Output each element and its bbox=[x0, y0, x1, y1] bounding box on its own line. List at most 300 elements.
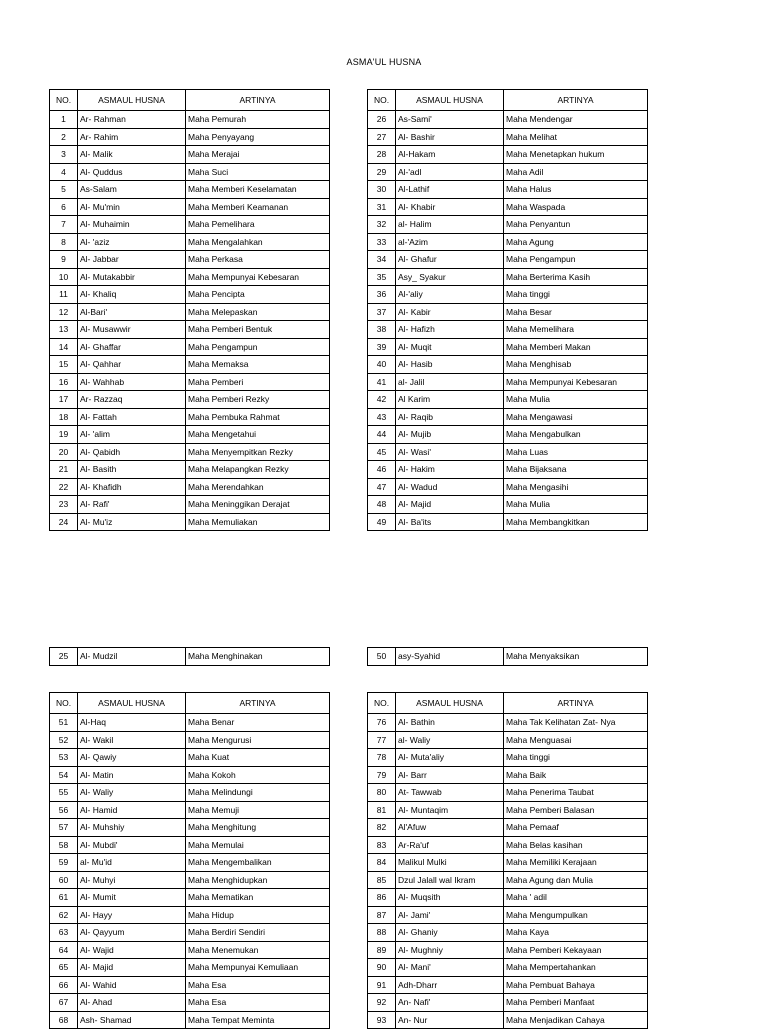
row-meaning: Maha Pengampun bbox=[504, 251, 648, 269]
row-number: 57 bbox=[50, 819, 78, 837]
table-row bbox=[368, 819, 648, 837]
table-row bbox=[50, 801, 330, 819]
row-meaning: Maha Pemberi Rezky bbox=[186, 391, 330, 409]
row-name: Adh-Dharr bbox=[396, 976, 504, 994]
row-number: 56 bbox=[50, 801, 78, 819]
row-number: 35 bbox=[368, 268, 396, 286]
row-name: Al- Mu'iz bbox=[78, 513, 186, 531]
row-number: 44 bbox=[368, 426, 396, 444]
row-meaning: Maha Kuat bbox=[186, 749, 330, 767]
row-meaning: Maha Mulia bbox=[504, 391, 648, 409]
row-name: Ar- Rahim bbox=[78, 128, 186, 146]
row-name: Ar-Ra'uf bbox=[396, 836, 504, 854]
row-number: 45 bbox=[368, 443, 396, 461]
row-name: Al- Wadud bbox=[396, 478, 504, 496]
row-number: 58 bbox=[50, 836, 78, 854]
table-header-row bbox=[50, 90, 330, 111]
row-meaning: Maha Memberi Keselamatan bbox=[186, 181, 330, 199]
table-row bbox=[368, 268, 648, 286]
table-row bbox=[50, 959, 330, 977]
row-meaning: Maha Belas kasihan bbox=[504, 836, 648, 854]
row-number: 4 bbox=[50, 163, 78, 181]
row-meaning: Maha Benar bbox=[186, 714, 330, 732]
row-meaning: Maha Menjadikan Cahaya bbox=[504, 1011, 648, 1029]
row-meaning: Maha Baik bbox=[504, 766, 648, 784]
row-name: Al- Majid bbox=[78, 959, 186, 977]
row-name: Al- Hakim bbox=[396, 461, 504, 479]
row-number: 9 bbox=[50, 251, 78, 269]
row-number: 39 bbox=[368, 338, 396, 356]
row-name: Al- Muhyi bbox=[78, 871, 186, 889]
row-meaning: Maha Agung dan Mulia bbox=[504, 871, 648, 889]
row-meaning: Maha Penerima Taubat bbox=[504, 784, 648, 802]
row-meaning: Maha Luas bbox=[504, 443, 648, 461]
row-meaning: Maha Mulia bbox=[504, 496, 648, 514]
row-number: 65 bbox=[50, 959, 78, 977]
table-header-row bbox=[368, 693, 648, 714]
row-name: Al- Basith bbox=[78, 461, 186, 479]
row-meaning: Maha Memaksa bbox=[186, 356, 330, 374]
table-row bbox=[50, 749, 330, 767]
row-number: 81 bbox=[368, 801, 396, 819]
table-row bbox=[50, 461, 330, 479]
table-row bbox=[368, 854, 648, 872]
table-row bbox=[368, 303, 648, 321]
row-name: Al-Bari' bbox=[78, 303, 186, 321]
row-meaning: Maha Penyantun bbox=[504, 216, 648, 234]
table-row bbox=[368, 959, 648, 977]
row-meaning: Maha Kaya bbox=[504, 924, 648, 942]
table-row bbox=[50, 233, 330, 251]
row-number: 63 bbox=[50, 924, 78, 942]
row-name: Al-Hakam bbox=[396, 146, 504, 164]
table-row bbox=[50, 941, 330, 959]
row-name: Al- Hasib bbox=[396, 356, 504, 374]
row-name: Al- Barr bbox=[396, 766, 504, 784]
row-number: 61 bbox=[50, 889, 78, 907]
row-meaning: Maha Esa bbox=[186, 994, 330, 1012]
table-row bbox=[50, 714, 330, 732]
row-name: Al- Majid bbox=[396, 496, 504, 514]
row-number: 54 bbox=[50, 766, 78, 784]
row-name: As-Sami' bbox=[396, 111, 504, 129]
row-meaning: Maha Pemberi Balasan bbox=[504, 801, 648, 819]
row-name: al-'Azim bbox=[396, 233, 504, 251]
row-number: 5 bbox=[50, 181, 78, 199]
row-number: 6 bbox=[50, 198, 78, 216]
row-meaning: Maha Tak Kelihatan Zat- Nya bbox=[504, 714, 648, 732]
row-number: 66 bbox=[50, 976, 78, 994]
row-name: al- Jalil bbox=[396, 373, 504, 391]
table-row bbox=[50, 731, 330, 749]
row-meaning: Maha Pembuka Rahmat bbox=[186, 408, 330, 426]
row-number: 87 bbox=[368, 906, 396, 924]
row-number: 10 bbox=[50, 268, 78, 286]
row-meaning: Maha Penyayang bbox=[186, 128, 330, 146]
row-number: 28 bbox=[368, 146, 396, 164]
table-row bbox=[50, 766, 330, 784]
header-asmaul-husna: ASMAUL HUSNA bbox=[78, 90, 186, 111]
row-name: Al- Malik bbox=[78, 146, 186, 164]
row-number: 31 bbox=[368, 198, 396, 216]
row-name: Al- Quddus bbox=[78, 163, 186, 181]
row-number: 11 bbox=[50, 286, 78, 304]
row-meaning: Maha Memuji bbox=[186, 801, 330, 819]
header-artinya: ARTINYA bbox=[504, 90, 648, 111]
row-name: Al- 'aziz bbox=[78, 233, 186, 251]
table-row bbox=[368, 356, 648, 374]
table-row bbox=[368, 408, 648, 426]
table-row bbox=[368, 976, 648, 994]
table-row bbox=[50, 181, 330, 199]
row-name: Al- Muta'aliy bbox=[396, 749, 504, 767]
table-row bbox=[50, 854, 330, 872]
row-number: 2 bbox=[50, 128, 78, 146]
row-meaning: Maha tinggi bbox=[504, 286, 648, 304]
table-row bbox=[50, 871, 330, 889]
row-meaning: Maha Waspada bbox=[504, 198, 648, 216]
table-row bbox=[368, 146, 648, 164]
page-title: ASMA'UL HUSNA bbox=[346, 57, 422, 67]
row-name: Al- Ahad bbox=[78, 994, 186, 1012]
row-name: Al- Mughniy bbox=[396, 941, 504, 959]
row-number: 62 bbox=[50, 906, 78, 924]
table-row bbox=[50, 889, 330, 907]
table-row bbox=[50, 128, 330, 146]
row-meaning: Maha Melindungi bbox=[186, 784, 330, 802]
row-number: 17 bbox=[50, 391, 78, 409]
row-number: 47 bbox=[368, 478, 396, 496]
row-name: Al- Jabbar bbox=[78, 251, 186, 269]
row-name: Al- Bashir bbox=[396, 128, 504, 146]
table-row bbox=[50, 784, 330, 802]
table-row bbox=[50, 391, 330, 409]
row-meaning: Maha Memberi Keamanan bbox=[186, 198, 330, 216]
row-meaning: Maha Memiliki Kerajaan bbox=[504, 854, 648, 872]
row-number: 48 bbox=[368, 496, 396, 514]
table-row bbox=[368, 941, 648, 959]
table-row bbox=[368, 128, 648, 146]
row-number: 88 bbox=[368, 924, 396, 942]
row-number: 79 bbox=[368, 766, 396, 784]
row-name: Malikul Mulki bbox=[396, 854, 504, 872]
row-number: 38 bbox=[368, 321, 396, 339]
row-number: 64 bbox=[50, 941, 78, 959]
row-name: Al- Khaliq bbox=[78, 286, 186, 304]
row-meaning: Maha Pemurah bbox=[186, 111, 330, 129]
row-meaning: Maha Pencipta bbox=[186, 286, 330, 304]
row-number: 55 bbox=[50, 784, 78, 802]
row-name: Al- Wahid bbox=[78, 976, 186, 994]
table-row bbox=[50, 303, 330, 321]
row-meaning: Maha Meninggikan Derajat bbox=[186, 496, 330, 514]
table-row bbox=[50, 216, 330, 234]
row-name: Al- Mudzil bbox=[78, 648, 186, 666]
row-number: 82 bbox=[368, 819, 396, 837]
row-number: 7 bbox=[50, 216, 78, 234]
table-row bbox=[368, 906, 648, 924]
names-table-continuation-2 bbox=[367, 647, 648, 666]
row-name: Al- Mutakabbir bbox=[78, 268, 186, 286]
row-meaning: Maha Suci bbox=[186, 163, 330, 181]
row-number: 23 bbox=[50, 496, 78, 514]
table-row bbox=[368, 889, 648, 907]
row-number: 26 bbox=[368, 111, 396, 129]
row-meaning: Maha Berterima Kasih bbox=[504, 268, 648, 286]
table-row bbox=[368, 233, 648, 251]
row-number: 84 bbox=[368, 854, 396, 872]
row-number: 68 bbox=[50, 1011, 78, 1029]
row-name: Al- Fattah bbox=[78, 408, 186, 426]
row-meaning: Maha Perkasa bbox=[186, 251, 330, 269]
table-row bbox=[50, 111, 330, 129]
row-meaning: Maha Pengampun bbox=[186, 338, 330, 356]
header-asmaul-husna: ASMAUL HUSNA bbox=[78, 693, 186, 714]
table-row bbox=[50, 268, 330, 286]
row-meaning: Maha Mengalahkan bbox=[186, 233, 330, 251]
header-asmaul-husna: ASMAUL HUSNA bbox=[396, 693, 504, 714]
row-name: Al- Qabidh bbox=[78, 443, 186, 461]
row-meaning: Maha Pemelihara bbox=[186, 216, 330, 234]
header-artinya: ARTINYA bbox=[186, 693, 330, 714]
header-no: NO. bbox=[368, 90, 396, 111]
names-table-continuation-1 bbox=[49, 647, 330, 666]
table-row bbox=[368, 871, 648, 889]
row-meaning: Maha Mempunyai Kemuliaan bbox=[186, 959, 330, 977]
row-meaning: Maha Tempat Meminta bbox=[186, 1011, 330, 1029]
names-table-2 bbox=[367, 89, 648, 531]
names-table-1 bbox=[49, 89, 330, 531]
header-asmaul-husna: ASMAUL HUSNA bbox=[396, 90, 504, 111]
row-name: Al- Mubdi' bbox=[78, 836, 186, 854]
row-name: Al- Musawwir bbox=[78, 321, 186, 339]
row-number: 37 bbox=[368, 303, 396, 321]
row-name: Al- Hamid bbox=[78, 801, 186, 819]
row-name: Ash- Shamad bbox=[78, 1011, 186, 1029]
row-meaning: Maha Besar bbox=[504, 303, 648, 321]
row-meaning: Maha Menghinakan bbox=[186, 648, 330, 666]
table-row bbox=[368, 924, 648, 942]
names-table-3 bbox=[49, 692, 330, 1029]
table-row bbox=[50, 321, 330, 339]
table-row bbox=[50, 443, 330, 461]
table-row bbox=[50, 976, 330, 994]
row-name: asy-Syahid bbox=[396, 648, 504, 666]
table-row bbox=[368, 648, 648, 666]
table-row bbox=[368, 513, 648, 531]
table-row bbox=[368, 373, 648, 391]
row-name: Al- Muntaqim bbox=[396, 801, 504, 819]
row-meaning: Maha Halus bbox=[504, 181, 648, 199]
row-name: As-Salam bbox=[78, 181, 186, 199]
row-meaning: Maha Melihat bbox=[504, 128, 648, 146]
row-number: 22 bbox=[50, 478, 78, 496]
row-number: 34 bbox=[368, 251, 396, 269]
header-artinya: ARTINYA bbox=[186, 90, 330, 111]
table-row bbox=[50, 251, 330, 269]
row-number: 77 bbox=[368, 731, 396, 749]
header-artinya: ARTINYA bbox=[504, 693, 648, 714]
row-number: 85 bbox=[368, 871, 396, 889]
row-number: 60 bbox=[50, 871, 78, 889]
table-row bbox=[368, 443, 648, 461]
row-name: Ar- Rahman bbox=[78, 111, 186, 129]
row-meaning: Maha Menetapkan hukum bbox=[504, 146, 648, 164]
table-row bbox=[368, 836, 648, 854]
table-row bbox=[368, 1011, 648, 1029]
row-number: 83 bbox=[368, 836, 396, 854]
row-number: 12 bbox=[50, 303, 78, 321]
row-meaning: Maha Pemberi Bentuk bbox=[186, 321, 330, 339]
table-row bbox=[50, 648, 330, 666]
row-number: 93 bbox=[368, 1011, 396, 1029]
row-name: At- Tawwab bbox=[396, 784, 504, 802]
row-meaning: Maha Mengawasi bbox=[504, 408, 648, 426]
row-number: 51 bbox=[50, 714, 78, 732]
table-row bbox=[368, 181, 648, 199]
row-number: 53 bbox=[50, 749, 78, 767]
row-number: 13 bbox=[50, 321, 78, 339]
row-number: 78 bbox=[368, 749, 396, 767]
row-number: 86 bbox=[368, 889, 396, 907]
names-table-4 bbox=[367, 692, 648, 1029]
row-meaning: Maha Adil bbox=[504, 163, 648, 181]
row-meaning: Maha Mengembalikan bbox=[186, 854, 330, 872]
row-name: Al-'adl bbox=[396, 163, 504, 181]
row-name: Al- Ghaniy bbox=[396, 924, 504, 942]
row-name: Al- Qayyum bbox=[78, 924, 186, 942]
row-name: Al- Mumit bbox=[78, 889, 186, 907]
row-name: Al- Bathin bbox=[396, 714, 504, 732]
row-meaning: Maha Memulai bbox=[186, 836, 330, 854]
row-meaning: Maha Merendahkan bbox=[186, 478, 330, 496]
row-number: 15 bbox=[50, 356, 78, 374]
row-meaning: Maha Bijaksana bbox=[504, 461, 648, 479]
row-meaning: Maha Menghitung bbox=[186, 819, 330, 837]
row-number: 8 bbox=[50, 233, 78, 251]
row-name: Al- Muqsith bbox=[396, 889, 504, 907]
table-row bbox=[50, 819, 330, 837]
row-name: Al- Hafizh bbox=[396, 321, 504, 339]
row-number: 91 bbox=[368, 976, 396, 994]
table-row bbox=[50, 338, 330, 356]
table-row bbox=[368, 163, 648, 181]
table-row bbox=[50, 924, 330, 942]
table-row bbox=[368, 994, 648, 1012]
row-meaning: Maha Menyempitkan Rezky bbox=[186, 443, 330, 461]
table-row bbox=[368, 784, 648, 802]
row-name: Al- Mani' bbox=[396, 959, 504, 977]
row-meaning: Maha ' adil bbox=[504, 889, 648, 907]
row-number: 25 bbox=[50, 648, 78, 666]
row-name: al- Waliy bbox=[396, 731, 504, 749]
row-number: 50 bbox=[368, 648, 396, 666]
table-row bbox=[368, 198, 648, 216]
row-number: 80 bbox=[368, 784, 396, 802]
row-meaning: Maha Berdiri Sendiri bbox=[186, 924, 330, 942]
table-row bbox=[368, 731, 648, 749]
row-meaning: Maha Membangkitkan bbox=[504, 513, 648, 531]
row-meaning: Maha Melepaskan bbox=[186, 303, 330, 321]
table-row bbox=[368, 391, 648, 409]
row-meaning: Maha Memelihara bbox=[504, 321, 648, 339]
row-number: 76 bbox=[368, 714, 396, 732]
table-row bbox=[368, 766, 648, 784]
table-row bbox=[50, 513, 330, 531]
table-row bbox=[50, 906, 330, 924]
row-name: Al- Matin bbox=[78, 766, 186, 784]
table-row bbox=[368, 478, 648, 496]
row-number: 36 bbox=[368, 286, 396, 304]
row-meaning: Maha Pemaaf bbox=[504, 819, 648, 837]
row-number: 1 bbox=[50, 111, 78, 129]
row-meaning: Maha Mengumpulkan bbox=[504, 906, 648, 924]
row-number: 67 bbox=[50, 994, 78, 1012]
row-number: 40 bbox=[368, 356, 396, 374]
row-meaning: Maha Mempunyai Kebesaran bbox=[504, 373, 648, 391]
row-name: Al'Afuw bbox=[396, 819, 504, 837]
row-name: al- Halim bbox=[396, 216, 504, 234]
row-name: Al Karim bbox=[396, 391, 504, 409]
row-name: Al- Rafi' bbox=[78, 496, 186, 514]
row-number: 24 bbox=[50, 513, 78, 531]
row-meaning: Maha Menyaksikan bbox=[504, 648, 648, 666]
table-row bbox=[368, 496, 648, 514]
row-meaning: Maha Agung bbox=[504, 233, 648, 251]
row-meaning: Maha Mengasihi bbox=[504, 478, 648, 496]
row-name: Al- Kabir bbox=[396, 303, 504, 321]
row-name: Al- Jami' bbox=[396, 906, 504, 924]
table-row bbox=[368, 286, 648, 304]
row-meaning: Maha Mengurusi bbox=[186, 731, 330, 749]
row-name: al- Mu'id bbox=[78, 854, 186, 872]
row-meaning: Maha Esa bbox=[186, 976, 330, 994]
row-name: Al- Hayy bbox=[78, 906, 186, 924]
row-number: 20 bbox=[50, 443, 78, 461]
table-row bbox=[368, 251, 648, 269]
row-name: Al- 'alim bbox=[78, 426, 186, 444]
row-meaning: Maha Hidup bbox=[186, 906, 330, 924]
row-meaning: Maha Mendengar bbox=[504, 111, 648, 129]
row-number: 3 bbox=[50, 146, 78, 164]
row-number: 16 bbox=[50, 373, 78, 391]
table-row bbox=[368, 714, 648, 732]
table-row bbox=[50, 836, 330, 854]
row-name: Al-Lathif bbox=[396, 181, 504, 199]
row-name: Al- Mujib bbox=[396, 426, 504, 444]
table-header-row bbox=[50, 693, 330, 714]
row-name: Al- Wasi' bbox=[396, 443, 504, 461]
table-row bbox=[50, 198, 330, 216]
row-meaning: Maha Pemberi bbox=[186, 373, 330, 391]
row-number: 18 bbox=[50, 408, 78, 426]
row-meaning: Maha Merajai bbox=[186, 146, 330, 164]
row-number: 14 bbox=[50, 338, 78, 356]
row-meaning: Maha Menghisab bbox=[504, 356, 648, 374]
row-name: Ar- Razzaq bbox=[78, 391, 186, 409]
row-name: Al- Wahhab bbox=[78, 373, 186, 391]
header-no: NO. bbox=[50, 90, 78, 111]
row-name: Al-Haq bbox=[78, 714, 186, 732]
row-number: 59 bbox=[50, 854, 78, 872]
row-number: 30 bbox=[368, 181, 396, 199]
row-name: Al- Wakil bbox=[78, 731, 186, 749]
row-number: 19 bbox=[50, 426, 78, 444]
row-meaning: Maha Menghidupkan bbox=[186, 871, 330, 889]
table-row bbox=[50, 478, 330, 496]
table-row bbox=[368, 749, 648, 767]
row-name: Al-'aliy bbox=[396, 286, 504, 304]
